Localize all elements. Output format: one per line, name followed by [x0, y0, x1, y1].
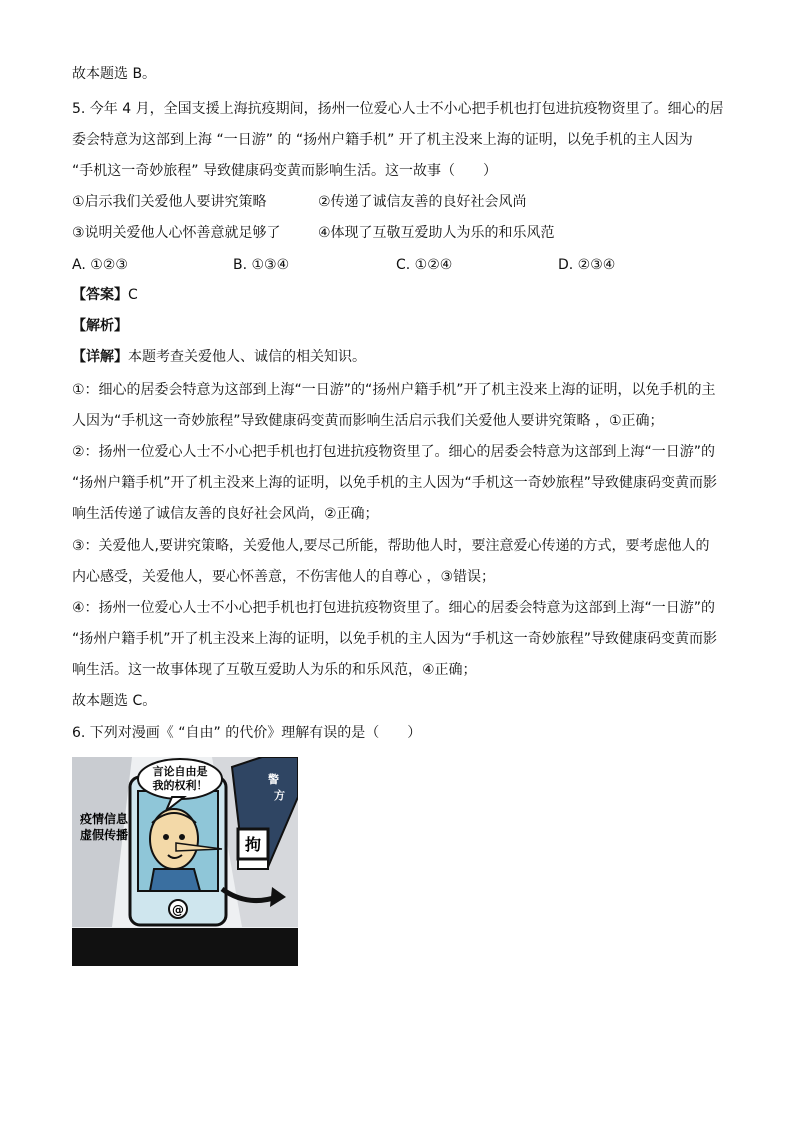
q5-conclusion: 故本题选 C。: [72, 693, 157, 709]
q5-statement-3: ③说明关爱他人心怀善意就足够了: [72, 225, 281, 241]
q5-stem-line-1: 5. 今年 4 月，全国支援上海抗疫期间，扬州一位爱心人士不小心把手机也打包进抗疫物资里了。细心的居: [72, 101, 724, 117]
cartoon-speech-1: 言论自由是: [152, 765, 208, 778]
q5-explain-3b: 内心感受，关爱他人，要心怀善意，不伤害他人的自尊心 ，③错误；: [72, 569, 495, 585]
q5-explain-1b: 人因为“手机这一奇妙旅程”导致健康码变黄而影响生活启示我们关爱他人要讲究策略 ，①正确；: [72, 413, 664, 429]
q5-statement-4: ④体现了互敬互爱助人为乐的和乐风范: [318, 225, 555, 241]
q5-analysis-tag: 【解析】: [72, 318, 128, 334]
prev-conclusion: 故本题选 B。: [72, 66, 157, 82]
cartoon-sleeve-2: 方: [274, 789, 285, 802]
q5-option-b: B. ①③④: [233, 257, 290, 273]
q5-explain-4b: “扬州户籍手机”开了机主没来上海的证明，以免手机的主人因为“手机这一奇妙旅程”导致健康码变黄而影: [72, 631, 718, 647]
q5-answer: [72, 285, 138, 305]
q5-explain-4a: ④：扬州一位爱心人士不小心把手机也打包进抗疫物资里了。细心的居委会特意为这部到上海“一日游”的: [72, 600, 716, 616]
q5-option-c: C. ①②④: [396, 257, 453, 273]
answer-value: C: [128, 287, 138, 303]
q5-explain-3a: ③：关爱他人,要讲究策略，关爱他人,要尽己所能，帮助他人时，要注意爱心传递的方式，要考虑他人的: [72, 538, 710, 554]
cartoon-caption-1: 疫情信息: [80, 812, 129, 826]
cartoon-caption-2: 虚假传播: [80, 828, 129, 842]
cartoon-sleeve-1: 警: [268, 773, 279, 786]
at-icon: @: [172, 903, 184, 917]
answer-tag: 【答案】: [72, 287, 128, 303]
q5-explain-2b: “扬州户籍手机”开了机主没来上海的证明，以免手机的主人因为“手机这一奇妙旅程”导致健康码变黄而影: [72, 475, 718, 491]
q5-explain-4c: 响生活。这一故事体现了互敬互爱助人为乐的和乐风范，④正确；: [72, 662, 477, 678]
cartoon-stamp: 拘: [244, 835, 262, 854]
q5-stem-line-2: 委会特意为这部到上海 “一日游” 的 “扬州户籍手机” 开了机主没来上海的证明，以免手机的主人因为: [72, 132, 693, 148]
detail-intro: 本题考查关爱他人、诚信的相关知识。: [128, 349, 366, 365]
q5-option-a: A. ①②③: [72, 257, 128, 273]
q5-statement-2: ②传递了诚信友善的良好社会风尚: [318, 194, 527, 210]
cartoon-image: [72, 757, 298, 966]
q5-statement-1: ①启示我们关爱他人要讲究策略: [72, 194, 267, 210]
q5-explain-1a: ①：细心的居委会特意为这部到上海“一日游”的“扬州户籍手机”开了机主没来上海的证明，以免手机的主: [72, 382, 716, 398]
detail-tag: 【详解】: [72, 349, 128, 365]
q5-detail: [72, 347, 366, 367]
q5-explain-2a: ②：扬州一位爱心人士不小心把手机也打包进抗疫物资里了。细心的居委会特意为这部到上海“一日游”的: [72, 444, 716, 460]
q5-stem-line-3: “手机这一奇妙旅程” 导致健康码变黄而影响生活。这一故事（ ）: [72, 163, 497, 179]
q5-option-d: D. ②③④: [558, 257, 616, 273]
q6-stem: 6. 下列对漫画《 “自由” 的代价》理解有误的是（ ）: [72, 725, 422, 741]
q5-explain-2c: 响生活传递了诚信友善的良好社会风尚，②正确；: [72, 506, 379, 522]
cartoon-speech-2: 我的权利！: [152, 779, 208, 792]
